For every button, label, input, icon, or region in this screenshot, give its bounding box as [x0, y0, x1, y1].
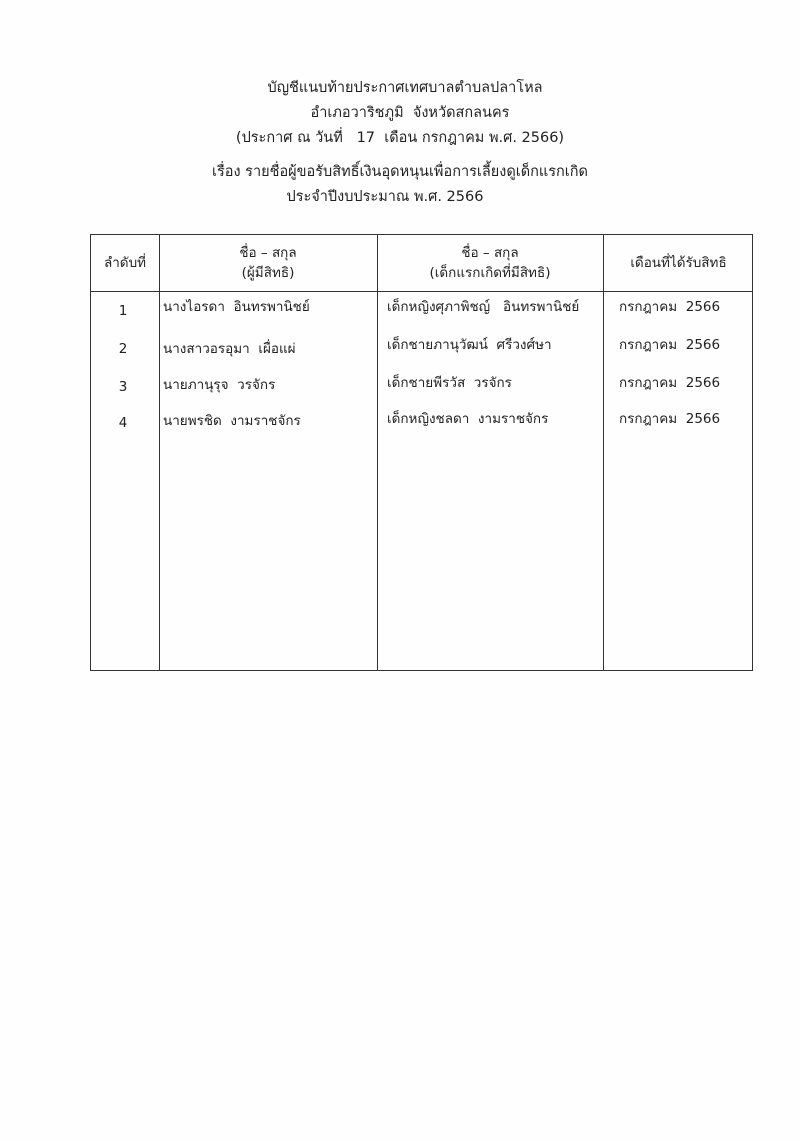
- subject-fiscal-year: ประจำปีงบประมาณ พ.ศ. 2566: [286, 189, 484, 205]
- child-name: เด็กหญิงศุภาพิชญ์ อินทรพานิชย์: [387, 299, 580, 315]
- row-number: 3: [118, 379, 128, 395]
- row-number: 4: [118, 415, 128, 431]
- column-header-label: ชื่อ – สกุล: [239, 245, 297, 261]
- column-header-sublabel: (เด็กแรกเกิดที่มีสิทธิ): [429, 265, 551, 281]
- entitlement-month: กรกฎาคม 2566: [619, 299, 721, 315]
- header-title: บัญชีแนบท้ายประกาศเทศบาลตำบลปลาโหล: [267, 80, 543, 96]
- child-name: เด็กชายพีรวัส วรจักร: [387, 375, 512, 391]
- column-header-month: [603, 235, 754, 291]
- header-date: (ประกาศ ณ วันที่ 17 เดือน กรกฎาคม พ.ศ. 2566): [235, 130, 565, 146]
- table-row: [91, 297, 752, 327]
- header-district: อำเภอวาริชภูมิ จังหวัดสกลนคร: [310, 105, 510, 121]
- header-divider: [91, 291, 752, 292]
- announcement-header: [0, 76, 800, 151]
- column-header-sublabel: (ผู้มีสิทธิ): [241, 265, 295, 281]
- table-row: [91, 409, 752, 439]
- child-name: เด็กหญิงชลดา งามราชจักร: [387, 411, 549, 427]
- column-header-label: ชื่อ – สกุล: [461, 245, 519, 261]
- parent-name: นางสาวอรอุมา เผื่อแผ่: [163, 341, 296, 357]
- beneficiary-table: [90, 234, 753, 671]
- column-header-child: [377, 235, 603, 291]
- table-row: [91, 335, 752, 365]
- entitlement-month: กรกฎาคม 2566: [619, 411, 721, 427]
- parent-name: นางไอรดา อินทรพานิชย์: [163, 299, 310, 315]
- subject-header: [0, 160, 800, 210]
- parent-name: นายภานุรุจ วรจักร: [163, 377, 276, 393]
- subject-title: เรื่อง รายชื่อผู้ขอรับสิทธิ์เงินอุดหนุนเพื่อการเลี้ยงดูเด็กแรกเกิด: [212, 164, 588, 180]
- column-header-label: ลำดับที่: [103, 255, 147, 271]
- row-number: 2: [118, 341, 128, 357]
- entitlement-month: กรกฎาคม 2566: [619, 337, 721, 353]
- column-header-parent: [159, 235, 377, 291]
- column-header-number: [91, 235, 159, 291]
- table-row: [91, 373, 752, 403]
- parent-name: นายพรชิด งามราชจักร: [163, 413, 301, 429]
- entitlement-month: กรกฎาคม 2566: [619, 375, 721, 391]
- column-header-label: เดือนที่ได้รับสิทธิ: [630, 255, 727, 271]
- child-name: เด็กชายภานุวัฒน์ ศรีวงศ์ษา: [387, 337, 552, 353]
- row-number: 1: [118, 303, 128, 319]
